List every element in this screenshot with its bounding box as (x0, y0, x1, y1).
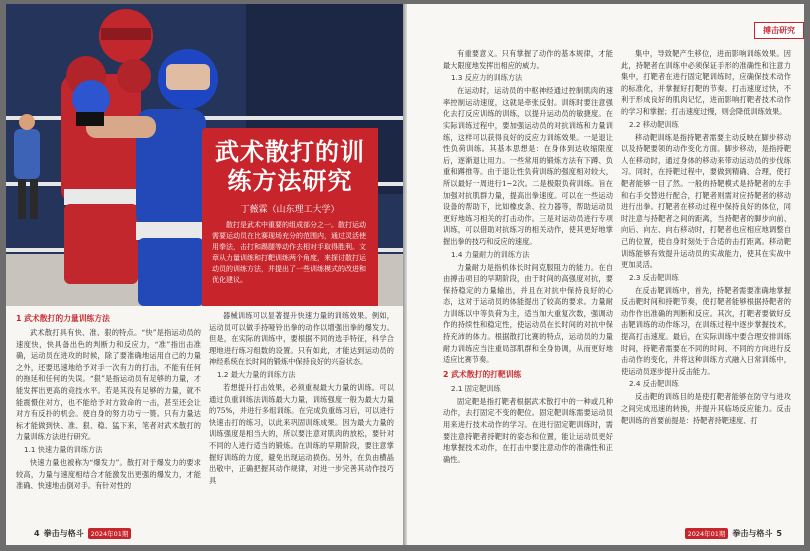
section-heading: 1.3 反应力的训练方法 (451, 73, 523, 83)
issue-badge: 2024年01期 (685, 528, 729, 539)
magazine-spread (6, 4, 804, 545)
section-heading: 2 武术散打的打靶训练 (443, 369, 522, 379)
body-paragraph: 集中，导致靶产生移位，进而影响训练效果。因此，持靶者在训练中必须保证手形的准确性和注意力集中，打靶者在进行固定靶训练时，应确保技术动作的标准化，并掌握好打靶的节奏。打击速度过快，不利于形成良好的肌肉记忆，进而影响打靶者技术动作的学习和掌握；打击速度过慢，则会降低训练效果。 (621, 49, 791, 116)
left-page (6, 4, 403, 545)
left-column-2 (209, 310, 394, 524)
magazine-name: 拳击与格斗 (732, 529, 773, 538)
body-paragraph: 力量耐力是指机体长时间克服阻力的能力。在自由搏击项目的早期阶段，由于时间的高强度对抗，要保持稳定的力量输出，并且在对抗中保持良好的心态，这对于运动员的体能提出了较高的要求。力量耐力训练以中等负荷为主，适当加大重复次数，强调动作的持续性和稳定性，使运动员在长时间的对抗中保持充沛的体力。根据散打比赛的特点，运动员的力量耐力训练应当注重局部肌群和全身协调，从而更好地适应比赛节奏。 (443, 262, 613, 365)
body-paragraph: 快速力量也被称为“爆发力”。散打对于爆发力的要求较高，力量与速度相结合才能激发出更强的爆发力，才能准确、快速地击倒对手。有针对性的 (16, 457, 201, 491)
section-heading: 2.1 固定靶训练 (451, 383, 501, 393)
body-paragraph: 在反击靶训练中，首先，持靶者需要准确地掌握反击靶时间和持靶节奏，使打靶者能够根据持靶者的动作作出准确的判断和反应。其次，打靶者要做好反击靶训练的动作练习，在训练过程中逐步掌握技术，提高打击速度。最后，在实际训练中要合理安排训练时间，持靶者需要在不同的时间、不同的方向进行反击动作的变化，并将这种训练方式融入日常训练中，使运动员逐步提升反击能力。 (621, 285, 791, 376)
body-paragraph: 固定靶是指打靶者根据武术散打中的一种或几种动作，去打固定不变的靶位。固定靶训练需要运动员用来进行技术动作的学习。在进行固定靶训练时，需要注意持靶者持靶时的姿态和位置，能让运动员更好地掌握技术动作，在打击中要注意动作的准确性和正确性。 (443, 396, 613, 464)
body-paragraph: 器械训练可以显著提升快速力量的训练效果。例如，运动员可以做手持哑铃出拳的动作以增强出拳的爆发力。但是，在实际的训练中，要根据不同的选手特征，科学合理地进行练习组数的设置。只有如此，才能达到运动员的神经系统在长时间的锻炼中保持良好的兴奋状态。 (209, 311, 394, 367)
section-heading: 2.2 移动靶训练 (629, 119, 679, 129)
left-column-1 (16, 310, 201, 524)
article-abstract: 散打是武术中重要的组成部分之一。散打运动需要运动员在比赛现场充分的范围内，通过灵活使用拳法，击打和踢腿等动作去相对手取得胜利。文章从力量训练和打靶训练两个角度，来探讨散打运动员的训练方法，并提出了一些训练模式的改进和优化建议。 (212, 221, 366, 284)
magazine-name: 拳击与格斗 (43, 529, 84, 538)
section-heading: 1 武术散打的力量训练方法 (16, 314, 110, 323)
body-paragraph: 若想提升打击效果，必须重视最大力量的训练。可以通过负重训练法训练最大力量，训练强度一般为最大力量的75%，并进行多组训练。在完成负重练习后，可以进行快速击打的练习，以此来巩固训练成果。因为最大力量的训练强度是相当大的，所以要注意对肌肉的放松，要针对不同的人进行适当的锻炼。在训练的早期阶段，要注意掌握好训练的力度，避免出现运动损伤。另外，在负由横晶出敬中，正确把握其动作规律，对进一步完善其动作技巧具 (209, 382, 394, 485)
section-heading: 2.3 反击靶训练 (629, 272, 679, 282)
section-heading: 1.4 力量耐力的训练方法 (451, 249, 530, 259)
article-author: 丁薇霖（山东理工大学） (240, 205, 340, 215)
right-footer (685, 528, 782, 539)
left-footer (34, 528, 131, 539)
section-heading: 1.1 快速力量的训练方法 (24, 444, 103, 454)
section-heading: 1.2 最大力量的训练方法 (217, 369, 296, 379)
right-page (407, 4, 804, 545)
article-title: 武术散打的训练方法研究 (215, 138, 365, 195)
body-paragraph: 移动靶训练是指持靶者需要主动反映在脚步移动以及持靶要领的动作变化方面。脚步移动，是指持靶人在移动时，通过身体的移动来带动运动员的步伐练习。同时，在持靶过程中，要做到精确、合理，使打靶者能够一目了然。一般的持靶模式是持靶者的左手和右手交替进行配合，打靶者则需对应持靶者的移动进行出拳。打靶者在移动过程中保持良好的体位，同时注意与持靶者之间的距离，当持靶者的脚步向前、向后、向左、向右移动时，打靶者也应相应地调整自己的位置，使自身时刻处于合适的击打距离。移动靶训练能够有效提升运动员的实战能力，使其在实战中更加灵活。 (621, 132, 791, 270)
right-column-1 (443, 48, 613, 526)
body-paragraph: 在运动时，运动员的中枢神经通过控制肌肉的速率控制运动速度，这就是牵张反射。训练时要注意强化去打反应训练的训练，以提升运动员的敏捷度。在实际训练过程中，要加强运动员的对抗训练和力量训练，这样可以获得良好的反应力训练效果。一是退让性负荷训练。其基本思想是：在身体到达收缩限度后，逐渐退让用力。一些常用的锻炼方法有下蹲、负重和蹲推等。由于退让性负荷训练的强度相对较大，所以最好一周进行1~2次。二是极限负荷训练。旨在加强对抗肌群力量，提高出拳速度。可以在一些运动设备的帮助下，比如橡皮条、拉力器等，帮助运动员更好地练习相关的打击动作。三是对运动员进行专项训练，可以借助对抗练习的相关动作，使其更好地掌握出拳的技巧和反应的速度。 (443, 86, 613, 246)
page-number: 4 (34, 529, 40, 538)
section-tag: 搏击研究 (754, 22, 804, 39)
right-column-2 (621, 48, 791, 526)
issue-badge: 2024年01期 (88, 528, 132, 539)
section-heading: 2.4 反击靶训练 (629, 379, 679, 389)
body-paragraph: 武术散打具有快、准、狠的特点。“快”是指运动员的速度快，快具备出色的判断力和反应力，“准”指出击准确，运动员在进攻的时候，除了要准确地运用自己的力量之外，还要迅速地给予对手一次有力的打击，不能有任何的拖延和任何的失误。“狠”是指运动员有足够的力量，才能发挥出更高的竞技水平。若是其没有足够的力量，就不能震慑住对方，也不能给予对方致命的一击，甚至还会让对方有反扑的机会。使自身的努力功亏一篑。只有力量达标才能做到快、准、狠、稳、猛下来，笔者对武术散打的力量训练方法进行研究。 (16, 328, 201, 442)
page-number: 5 (776, 529, 782, 538)
body-paragraph: 反击靶的训练目的是使打靶者能够在防守与进攻之间完成迅速的转换，并提升其临场反应能力。反击靶训练的首要前提是：持靶者持靶速度、打 (621, 392, 791, 425)
body-paragraph: 有重要意义。只有掌握了动作的基本规律，才能最大限度地发挥出相应的威力。 (443, 49, 613, 70)
article-title-box (202, 128, 378, 306)
